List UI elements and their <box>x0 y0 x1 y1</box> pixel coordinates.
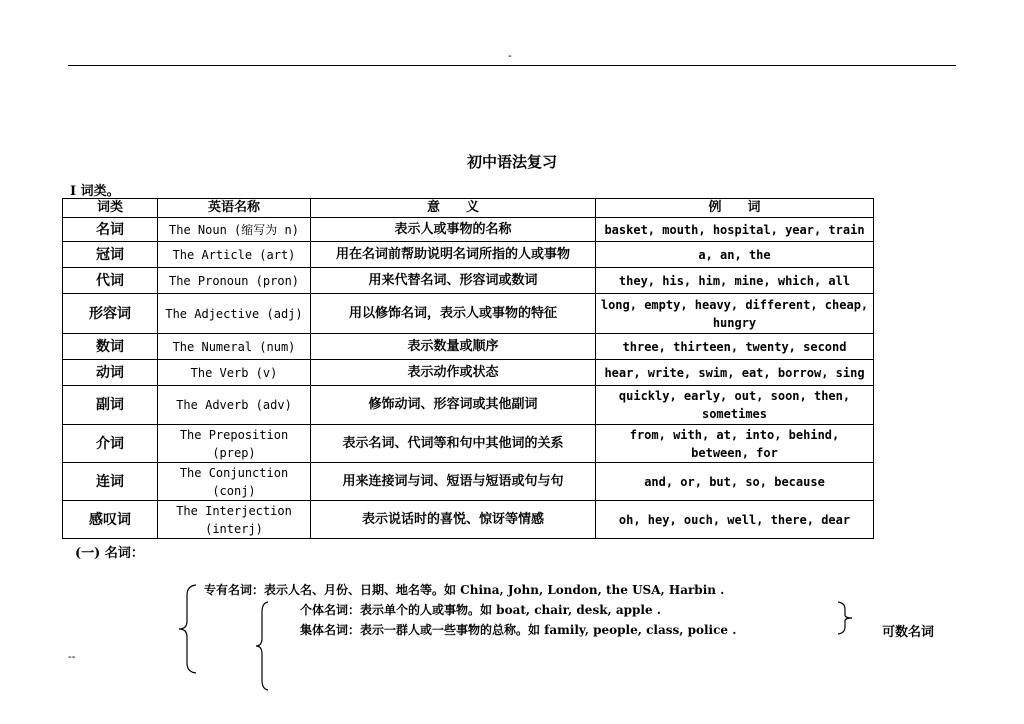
cell-meaning: 用在名词前帮助说明名词所指的人或事物 <box>311 242 596 268</box>
cell-category: 代词 <box>63 268 158 294</box>
right-brace <box>835 600 855 636</box>
cell-examples: they, his, him, mine, which, all <box>596 268 874 294</box>
document-title: 初中语法复习 <box>466 153 557 171</box>
cell-english-name: The Pronoun (pron) <box>158 268 311 294</box>
table-row <box>63 334 874 360</box>
section-heading: Ⅰ 词类。 <box>70 184 120 199</box>
cell-category: 副词 <box>63 386 158 425</box>
cell-category: 数词 <box>63 334 158 360</box>
column-header-category: 词类 <box>63 199 158 218</box>
cell-english-name: The Conjunction (conj) <box>158 463 311 501</box>
cell-examples: long, empty, heavy, different, cheap, hungry <box>596 294 874 334</box>
cell-examples: three, thirteen, twenty, second <box>596 334 874 360</box>
column-header-meaning: 意 义 <box>311 199 596 218</box>
cell-category: 形容词 <box>63 294 158 334</box>
margin-mark: -- <box>68 650 76 663</box>
table-row <box>63 501 874 539</box>
cell-english-name: The Adjective (adj) <box>158 294 311 334</box>
column-header-english-name: 英语名称 <box>158 199 311 218</box>
inner-left-brace <box>254 600 272 692</box>
cell-meaning: 表示名词、代词等和句中其他词的关系 <box>311 425 596 463</box>
cell-meaning: 修饰动词、形容词或其他副词 <box>311 386 596 425</box>
cell-english-name: The Verb (v) <box>158 360 311 386</box>
cell-english-name: The Interjection (interj) <box>158 501 311 539</box>
cell-english-name: The Adverb (adv) <box>158 386 311 425</box>
proper-noun-line: 专有名词：表示人名、月份、日期、地名等。如 China, John, London, the USA, Harbin . <box>204 583 725 597</box>
cell-meaning: 用以修饰名词，表示人或事物的特征 <box>311 294 596 334</box>
cell-category: 介词 <box>63 425 158 463</box>
table-row <box>63 242 874 268</box>
table-header-row <box>63 199 874 218</box>
cell-category: 连词 <box>63 463 158 501</box>
table-row <box>63 463 874 501</box>
cell-examples: hear, write, swim, eat, borrow, sing <box>596 360 874 386</box>
cell-category: 动词 <box>63 360 158 386</box>
cell-examples: from, with, at, into, behind, between, for <box>596 425 874 463</box>
header-rule <box>68 65 956 66</box>
individual-noun-line: 个体名词：表示单个的人或事物。如 boat, chair, desk, apple . <box>300 603 661 617</box>
cell-examples: a, an, the <box>596 242 874 268</box>
column-header-examples: 例 词 <box>596 199 874 218</box>
cell-meaning: 表示人或事物的名称 <box>311 218 596 242</box>
table-row <box>63 218 874 242</box>
table-row <box>63 294 874 334</box>
table-row <box>63 268 874 294</box>
table-row <box>63 386 874 425</box>
cell-meaning: 表示说话时的喜悦、惊讶等情感 <box>311 501 596 539</box>
table-row <box>63 360 874 386</box>
outer-left-brace <box>176 583 200 675</box>
cell-meaning: 用来连接词与词、短语与短语或句与句 <box>311 463 596 501</box>
cell-examples: quickly, early, out, soon, then, sometimes <box>596 386 874 425</box>
table-row <box>63 425 874 463</box>
cell-examples: oh, hey, ouch, well, there, dear <box>596 501 874 539</box>
collective-noun-line: 集体名词：表示一群人或一些事物的总称。如 family, people, class, police . <box>300 623 737 637</box>
cell-english-name: The Preposition (prep) <box>158 425 311 463</box>
cell-category: 名词 <box>63 218 158 242</box>
cell-meaning: 表示动作或状态 <box>311 360 596 386</box>
countable-noun-label: 可数名词 <box>882 625 935 640</box>
cell-english-name: The Noun (缩写为 n) <box>158 218 311 242</box>
header-mark: - <box>508 49 512 62</box>
cell-category: 冠词 <box>63 242 158 268</box>
cell-english-name: The Article (art) <box>158 242 311 268</box>
parts-of-speech-table <box>62 198 874 539</box>
cell-english-name: The Numeral (num) <box>158 334 311 360</box>
cell-category: 感叹词 <box>63 501 158 539</box>
cell-examples: basket, mouth, hospital, year, train <box>596 218 874 242</box>
cell-meaning: 用来代替名词、形容词或数词 <box>311 268 596 294</box>
subsection-heading: (一) 名词： <box>75 546 144 561</box>
cell-examples: and, or, but, so, because <box>596 463 874 501</box>
cell-meaning: 表示数量或顺序 <box>311 334 596 360</box>
